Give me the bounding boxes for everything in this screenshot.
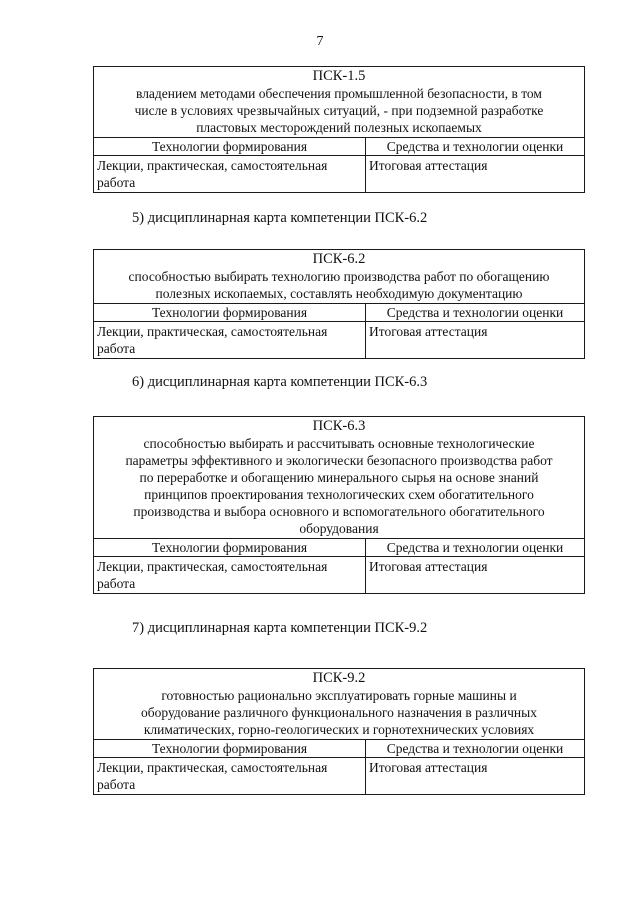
competency-card-psk-6-2 (93, 249, 585, 359)
formation-value: Лекции, практическая, самостоятельная работа (97, 559, 328, 591)
competency-code: ПСК-1.5 (312, 68, 366, 84)
formation-value: Лекции, практическая, самостоятельная работа (97, 158, 328, 190)
competency-card-psk-9-2 (93, 668, 585, 795)
header-formation: Технологии формирования (94, 138, 365, 156)
assessment-value: Итоговая аттестация (369, 324, 488, 339)
competency-table (94, 303, 584, 358)
competency-description: способностью выбирать технологию производства работ по обогащению полезных ископаемых, составлять необходимую документацию (128, 269, 550, 301)
assessment-value: Итоговая аттестация (369, 559, 488, 574)
competency-code: ПСК-9.2 (312, 670, 366, 686)
header-formation: Технологии формирования (94, 539, 365, 557)
competency-card-psk-1-5 (93, 66, 585, 193)
competency-table (94, 137, 584, 192)
header-formation: Технологии формирования (94, 304, 365, 322)
header-assessment: Средства и технологии оценки (366, 304, 584, 322)
header-assessment: Средства и технологии оценки (366, 740, 584, 758)
competency-code: ПСК-6.2 (312, 251, 366, 267)
competency-code: ПСК-6.3 (312, 418, 366, 434)
assessment-value: Итоговая аттестация (369, 158, 488, 173)
competency-description: владением методами обеспечения промышленной безопасности, в том числе в условиях чрезвычайных ситуаций, - при подземной разработке пластовых месторождений полезных ископаемых (134, 86, 544, 135)
section-heading: 7) дисциплинарная карта компетенции ПСК-9.2 (132, 620, 428, 636)
formation-value: Лекции, практическая, самостоятельная работа (97, 760, 328, 792)
competency-description: способностью выбирать и рассчитывать основные технологические параметры эффективного и экологически безопасного производства работ по переработке и обогащению минерального сырья на основе знаний принципов проектирования технологических схем обогатительного производства и выбора основного и вспомогательного обогатительного оборудования (125, 436, 553, 536)
page-number: 7 (316, 34, 324, 49)
header-formation: Технологии формирования (94, 740, 365, 758)
formation-value: Лекции, практическая, самостоятельная работа (97, 324, 328, 356)
section-heading: 5) дисциплинарная карта компетенции ПСК-6.2 (132, 210, 428, 226)
header-assessment: Средства и технологии оценки (366, 138, 584, 156)
competency-table (94, 538, 584, 593)
competency-description: готовностью рационально эксплуатировать горные машины и оборудование различного функционального назначения в различных климатических, горно-геологических и горнотехнических условиях (141, 688, 537, 737)
competency-card-psk-6-3 (93, 416, 585, 594)
assessment-value: Итоговая аттестация (369, 760, 488, 775)
competency-table (94, 739, 584, 794)
section-heading: 6) дисциплинарная карта компетенции ПСК-6.3 (132, 374, 428, 390)
header-assessment: Средства и технологии оценки (366, 539, 584, 557)
